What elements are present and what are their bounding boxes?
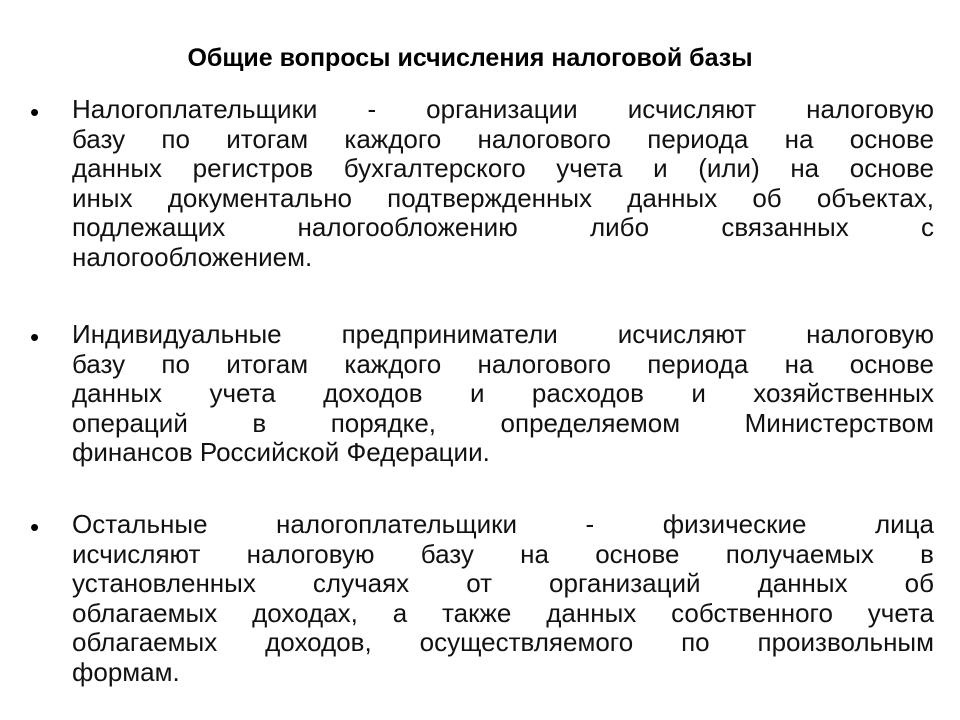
bullet-text — [72, 510, 934, 687]
bullet-line: данных регистров бухгалтерского учета и (или) на основе — [72, 153, 934, 183]
bullet-line: налогообложением. — [72, 241, 313, 272]
bullet-line: облагаемых доходах, а также данных собственного учета — [72, 597, 934, 628]
bullet-icon: • — [30, 97, 40, 127]
bullet-line: Остальные налогоплательщики - физические лица — [72, 509, 934, 539]
bullet-icon: • — [30, 512, 40, 542]
bullet-line: установленных случаях от организаций данных об — [72, 568, 934, 598]
bullet-line: исчисляют налоговую базу на основе получаемых в — [72, 538, 934, 569]
bullet-line: иных документально подтвержденных данных об объектах, — [72, 182, 934, 213]
bullet-line: Налогоплательщики - организации исчисляют налоговую — [72, 94, 934, 124]
bullet-icon: • — [30, 322, 40, 352]
bullet-line: базу по итогам каждого налогового периода на основе — [72, 123, 934, 154]
bullet-text — [72, 95, 934, 272]
bullet-line: Индивидуальные предприниматели исчисляют налоговую — [72, 319, 934, 349]
bullet-line: базу по итогам каждого налогового периода на основе — [72, 348, 934, 379]
bullet-text — [72, 320, 934, 468]
bullet-line: финансов Российской Федерации. — [72, 437, 490, 467]
bullet-line: операций в порядке, определяемом Министерством — [72, 407, 934, 438]
bullet-line: формам. — [72, 656, 180, 687]
bullet-line: облагаемых доходов, осуществляемого по произвольным — [72, 627, 934, 657]
bullet-line: подлежащих налогообложению либо связанных с — [72, 212, 934, 242]
slide-title: Общие вопросы исчисления налоговой базы — [187, 44, 753, 72]
bullet-line: данных учета доходов и расходов и хозяйственных — [72, 378, 934, 408]
